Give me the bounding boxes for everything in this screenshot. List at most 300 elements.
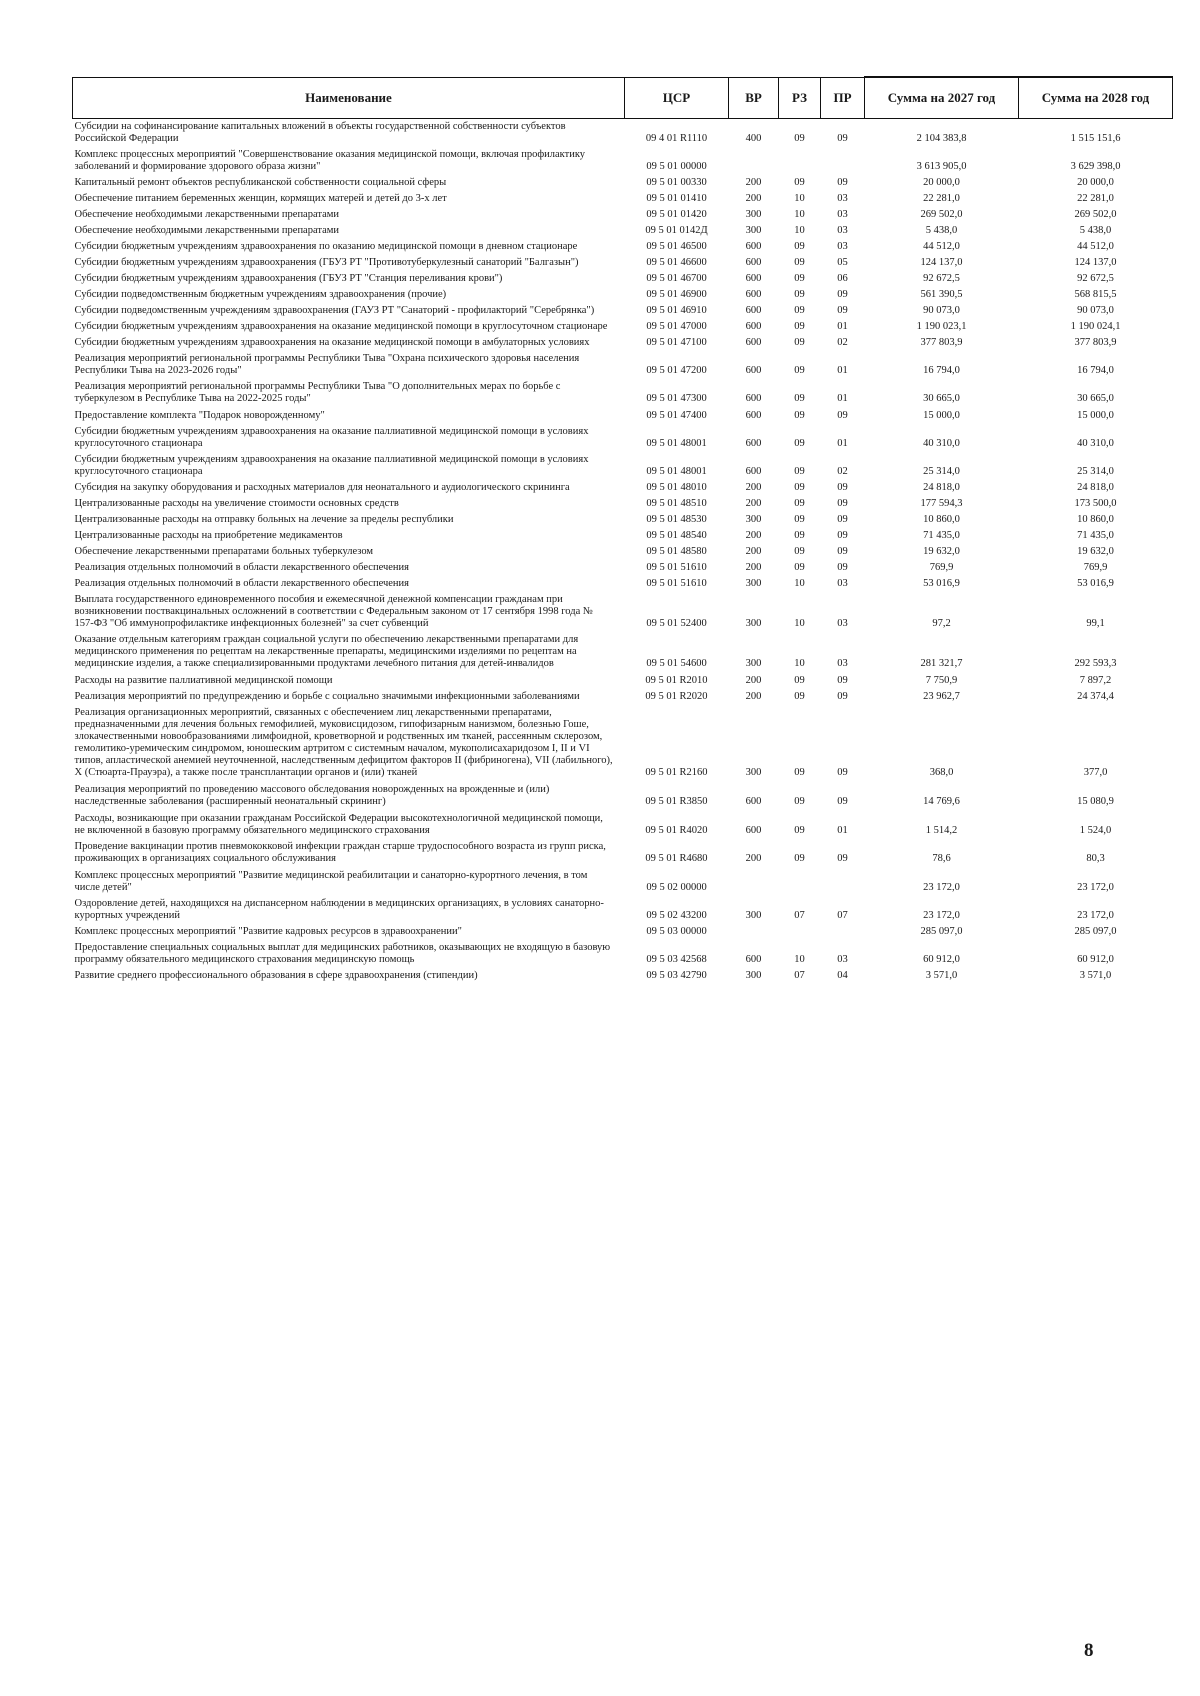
row-vr: 300 xyxy=(745,514,762,525)
row-rz: 09 xyxy=(794,530,805,541)
row-rz: 09 xyxy=(794,546,805,557)
row-csr: 09 5 01 48540 xyxy=(646,530,707,541)
row-vr: 600 xyxy=(745,466,762,477)
row-vr xyxy=(729,924,779,940)
table-row xyxy=(73,303,1173,319)
row-sum-2028: 269 502,0 xyxy=(1074,209,1117,220)
table-row xyxy=(73,924,1173,940)
row-rz: 10 xyxy=(794,193,805,204)
row-csr: 09 5 01 01410 xyxy=(646,193,707,204)
row-sum-2028: 3 629 398,0 xyxy=(1070,161,1121,172)
table-row xyxy=(73,207,1173,223)
row-sum-2028: 377 803,9 xyxy=(1074,337,1117,348)
row-vr: 600 xyxy=(745,321,762,332)
header-pr: ПР xyxy=(821,77,865,119)
row-pr xyxy=(821,924,865,940)
row-sum-2028: 124 137,0 xyxy=(1074,257,1117,268)
row-rz: 10 xyxy=(794,954,805,965)
row-pr: 07 xyxy=(837,910,848,921)
row-pr: 03 xyxy=(837,209,848,220)
table-row xyxy=(73,239,1173,255)
table-row xyxy=(73,452,1173,480)
row-name: Реализация мероприятий региональной программы Республики Тыва "О дополнительных мерах по борьбе с туберкулезом в Республике Тыва на 2022-2025 годы" xyxy=(74,381,561,404)
row-vr: 200 xyxy=(745,546,762,557)
row-pr: 09 xyxy=(837,562,848,573)
table-row xyxy=(73,335,1173,351)
row-pr: 03 xyxy=(837,578,848,589)
row-sum-2027: 90 073,0 xyxy=(923,305,960,316)
table-body xyxy=(73,119,1173,986)
row-pr: 09 xyxy=(837,691,848,702)
row-name: Предоставление специальных социальных выплат для медицинских работников, оказывающих не входящую в базовую программу обязательного медицинского страхования медицинскую помощь xyxy=(74,942,611,965)
row-rz: 09 xyxy=(794,482,805,493)
row-csr: 09 5 01 R2020 xyxy=(645,691,708,702)
row-rz: 09 xyxy=(794,133,805,144)
row-rz: 10 xyxy=(794,578,805,589)
row-name: Расходы, возникающие при оказании гражданам Российской Федерации высокотехнологичной медицинской помощи, не включенной в базовую программу обязательного медицинского страхования xyxy=(74,813,603,836)
table-row xyxy=(73,544,1173,560)
row-sum-2028: 1 515 151,6 xyxy=(1070,133,1121,144)
table-row xyxy=(73,119,1173,148)
row-name: Субсидии бюджетным учреждениям здравоохранения на оказание медицинской помощи в амбулаторных условиях xyxy=(74,337,590,348)
row-vr: 600 xyxy=(745,305,762,316)
row-sum-2028: 99,1 xyxy=(1086,618,1105,629)
table-row xyxy=(73,512,1173,528)
row-sum-2028: 16 794,0 xyxy=(1077,365,1114,376)
row-rz: 09 xyxy=(794,241,805,252)
row-rz: 10 xyxy=(794,225,805,236)
row-sum-2028: 22 281,0 xyxy=(1077,193,1114,204)
row-sum-2027: 124 137,0 xyxy=(920,257,963,268)
row-rz: 10 xyxy=(794,658,805,669)
row-sum-2028: 53 016,9 xyxy=(1077,578,1114,589)
row-vr: 300 xyxy=(745,970,762,981)
row-vr: 200 xyxy=(745,691,762,702)
table-row xyxy=(73,632,1173,673)
table-row xyxy=(73,839,1173,868)
row-rz: 09 xyxy=(794,853,805,864)
row-sum-2028: 15 080,9 xyxy=(1077,796,1114,807)
row-sum-2028: 1 190 024,1 xyxy=(1070,321,1121,332)
header-csr: ЦСР xyxy=(625,77,729,119)
row-csr: 09 5 01 R3850 xyxy=(645,796,708,807)
row-sum-2028: 15 000,0 xyxy=(1077,410,1114,421)
row-vr: 200 xyxy=(745,193,762,204)
row-sum-2028: 173 500,0 xyxy=(1074,498,1117,509)
row-name: Обеспечение необходимыми лекарственными препаратами xyxy=(74,225,339,236)
row-vr: 200 xyxy=(745,562,762,573)
row-sum-2027: 78,6 xyxy=(932,853,951,864)
row-sum-2028: 769,9 xyxy=(1083,562,1108,573)
row-name: Субсидии бюджетным учреждениям здравоохранения на оказание паллиативной медицинской помощи в условиях круглосуточного стационара xyxy=(74,426,589,449)
row-vr: 600 xyxy=(745,438,762,449)
header-name: Наименование xyxy=(73,77,625,119)
row-pr: 03 xyxy=(837,193,848,204)
row-csr: 09 5 01 01420 xyxy=(646,209,707,220)
row-sum-2028: 10 860,0 xyxy=(1077,514,1114,525)
row-rz: 09 xyxy=(794,825,805,836)
row-rz: 09 xyxy=(794,321,805,332)
row-pr: 09 xyxy=(837,530,848,541)
row-vr xyxy=(729,147,779,175)
row-sum-2027: 269 502,0 xyxy=(920,209,963,220)
row-pr: 09 xyxy=(837,305,848,316)
table-row xyxy=(73,480,1173,496)
row-sum-2027: 285 097,0 xyxy=(920,926,963,937)
row-sum-2027: 281 321,7 xyxy=(920,658,963,669)
row-name: Обеспечение питанием беременных женщин, кормящих матерей и детей до 3-х лет xyxy=(74,193,447,204)
row-csr: 09 5 01 47300 xyxy=(646,393,707,404)
row-pr: 09 xyxy=(837,514,848,525)
row-sum-2027: 1 514,2 xyxy=(925,825,958,836)
row-pr: 01 xyxy=(837,825,848,836)
row-sum-2027: 97,2 xyxy=(932,618,951,629)
row-sum-2028: 60 912,0 xyxy=(1077,954,1114,965)
row-name: Субсидии бюджетным учреждениям здравоохранения (ГБУЗ РТ "Станция переливания крови") xyxy=(74,273,503,284)
row-csr: 09 5 01 46700 xyxy=(646,273,707,284)
row-name: Комплекс процессных мероприятий "Совершенствование оказания медицинской помощи, включая профилактику заболеваний и формирование здорового образа жизни" xyxy=(74,149,586,172)
row-name: Реализация отдельных полномочий в области лекарственного обеспечения xyxy=(74,562,409,573)
table-row xyxy=(73,255,1173,271)
row-csr: 09 5 01 46500 xyxy=(646,241,707,252)
row-vr: 300 xyxy=(745,225,762,236)
row-name: Выплата государственного единовременного пособия и ежемесячной денежной компенсации гражданам при возникновении поствакцинальных осложнений в соответствии с Федеральным законом от 17 сентября 1998 года № 157-ФЗ "Об иммунопрофилактике инфекционных болезней" за счет субвенций xyxy=(74,594,593,629)
row-name: Субсидии подведомственным бюджетным учреждениям здравоохранения (прочие) xyxy=(74,289,447,300)
row-sum-2027: 23 962,7 xyxy=(923,691,960,702)
row-name: Субсидии бюджетным учреждениям здравоохранения (ГБУЗ РТ "Противотуберкулезный санаторий "Балгазын") xyxy=(74,257,579,268)
row-pr: 02 xyxy=(837,337,848,348)
row-sum-2027: 23 172,0 xyxy=(923,882,960,893)
row-sum-2028: 568 815,5 xyxy=(1074,289,1117,300)
row-sum-2027: 24 818,0 xyxy=(923,482,960,493)
table-row xyxy=(73,223,1173,239)
row-pr: 06 xyxy=(837,273,848,284)
row-rz: 09 xyxy=(794,305,805,316)
row-vr: 200 xyxy=(745,675,762,686)
row-sum-2027: 53 016,9 xyxy=(923,578,960,589)
row-rz: 09 xyxy=(794,393,805,404)
row-pr: 04 xyxy=(837,970,848,981)
row-name: Капитальный ремонт объектов республиканской собственности социальной сферы xyxy=(74,177,447,188)
row-rz xyxy=(779,868,821,896)
row-sum-2027: 71 435,0 xyxy=(923,530,960,541)
row-vr: 300 xyxy=(745,618,762,629)
row-sum-2027: 30 665,0 xyxy=(923,393,960,404)
row-csr: 09 5 01 47400 xyxy=(646,410,707,421)
row-sum-2027: 25 314,0 xyxy=(923,466,960,477)
row-csr: 09 5 01 51610 xyxy=(646,562,707,573)
row-vr: 600 xyxy=(745,365,762,376)
row-rz: 09 xyxy=(794,257,805,268)
row-rz: 09 xyxy=(794,562,805,573)
row-csr: 09 4 01 R1110 xyxy=(645,133,708,144)
row-vr: 600 xyxy=(745,337,762,348)
row-csr: 09 5 01 48530 xyxy=(646,514,707,525)
row-sum-2027: 5 438,0 xyxy=(925,225,958,236)
row-rz: 09 xyxy=(794,365,805,376)
row-rz: 09 xyxy=(794,337,805,348)
row-sum-2027: 40 310,0 xyxy=(923,438,960,449)
row-name: Реализация отдельных полномочий в области лекарственного обеспечения xyxy=(74,578,409,589)
row-vr: 600 xyxy=(745,273,762,284)
table-row xyxy=(73,147,1173,175)
row-sum-2028: 285 097,0 xyxy=(1074,926,1117,937)
row-sum-2028: 7 897,2 xyxy=(1079,675,1112,686)
table-row xyxy=(73,424,1173,452)
row-rz: 07 xyxy=(794,970,805,981)
row-vr: 200 xyxy=(745,853,762,864)
table-row xyxy=(73,175,1173,191)
row-sum-2028: 25 314,0 xyxy=(1077,466,1114,477)
row-csr: 09 5 01 R4020 xyxy=(645,825,708,836)
row-pr: 01 xyxy=(837,438,848,449)
row-pr: 09 xyxy=(837,498,848,509)
row-sum-2027: 15 000,0 xyxy=(923,410,960,421)
row-sum-2027: 7 750,9 xyxy=(925,675,958,686)
row-rz: 09 xyxy=(794,691,805,702)
row-pr: 09 xyxy=(837,133,848,144)
row-rz xyxy=(779,147,821,175)
row-sum-2027: 10 860,0 xyxy=(923,514,960,525)
row-sum-2028: 1 524,0 xyxy=(1079,825,1112,836)
table-row xyxy=(73,351,1173,379)
row-csr: 09 5 02 00000 xyxy=(646,882,707,893)
row-sum-2027: 377 803,9 xyxy=(920,337,963,348)
row-pr: 09 xyxy=(837,767,848,778)
table-row xyxy=(73,673,1173,689)
row-vr: 600 xyxy=(745,796,762,807)
row-rz: 09 xyxy=(794,514,805,525)
row-csr: 09 5 03 00000 xyxy=(646,926,707,937)
row-vr: 300 xyxy=(745,767,762,778)
row-vr: 600 xyxy=(745,825,762,836)
table-row xyxy=(73,705,1173,782)
row-csr: 09 5 01 46600 xyxy=(646,257,707,268)
row-vr: 300 xyxy=(745,910,762,921)
row-sum-2027: 16 794,0 xyxy=(923,365,960,376)
row-pr: 09 xyxy=(837,546,848,557)
row-pr xyxy=(821,868,865,896)
row-sum-2028: 3 571,0 xyxy=(1079,970,1112,981)
table-row xyxy=(73,287,1173,303)
row-name: Централизованные расходы на приобретение медикаментов xyxy=(74,530,343,541)
row-name: Предоставление комплекта "Подарок новорожденному" xyxy=(74,410,325,421)
row-pr: 03 xyxy=(837,658,848,669)
row-name: Обеспечение необходимыми лекарственными препаратами xyxy=(74,209,339,220)
row-sum-2027: 60 912,0 xyxy=(923,954,960,965)
row-sum-2028: 19 632,0 xyxy=(1077,546,1114,557)
row-csr: 09 5 01 52400 xyxy=(646,618,707,629)
table-row xyxy=(73,560,1173,576)
row-vr: 300 xyxy=(745,658,762,669)
row-csr: 09 5 01 46900 xyxy=(646,289,707,300)
row-vr: 400 xyxy=(745,133,762,144)
row-rz: 09 xyxy=(794,498,805,509)
header-sum-2027: Сумма на 2027 год xyxy=(865,77,1019,119)
row-pr: 09 xyxy=(837,482,848,493)
table-row xyxy=(73,968,1173,985)
row-vr: 600 xyxy=(745,289,762,300)
row-name: Субсидии бюджетным учреждениям здравоохранения на оказание медицинской помощи в круглосуточном стационаре xyxy=(74,321,608,332)
row-sum-2028: 24 818,0 xyxy=(1077,482,1114,493)
row-pr: 05 xyxy=(837,257,848,268)
row-name: Субсидии бюджетным учреждениям здравоохранения на оказание паллиативной медицинской помощи в условиях круглосуточного стационара xyxy=(74,454,589,477)
row-name: Субсидии на софинансирование капитальных вложений в объекты государственной собственности субъектов Российской Федерации xyxy=(74,121,566,144)
row-sum-2028: 40 310,0 xyxy=(1077,438,1114,449)
row-sum-2027: 3 571,0 xyxy=(925,970,958,981)
table-row xyxy=(73,528,1173,544)
row-name: Централизованные расходы на увеличение стоимости основных средств xyxy=(74,498,399,509)
row-rz: 10 xyxy=(794,618,805,629)
row-csr: 09 5 01 47000 xyxy=(646,321,707,332)
row-sum-2028: 24 374,4 xyxy=(1077,691,1114,702)
row-vr: 600 xyxy=(745,954,762,965)
row-csr: 09 5 01 54600 xyxy=(646,658,707,669)
row-sum-2027: 14 769,6 xyxy=(923,796,960,807)
row-sum-2028: 30 665,0 xyxy=(1077,393,1114,404)
row-name: Расходы на развитие паллиативной медицинской помощи xyxy=(74,675,333,686)
budget-table-page xyxy=(72,76,1172,985)
row-csr: 09 5 01 51610 xyxy=(646,578,707,589)
row-sum-2027: 561 390,5 xyxy=(920,289,963,300)
row-sum-2027: 769,9 xyxy=(929,562,954,573)
row-vr: 600 xyxy=(745,410,762,421)
row-sum-2027: 3 613 905,0 xyxy=(916,161,967,172)
table-row xyxy=(73,811,1173,839)
row-csr: 09 5 01 R2160 xyxy=(645,767,708,778)
table-row xyxy=(73,319,1173,335)
row-name: Оздоровление детей, находящихся на диспансерном наблюдении в медицинских организациях, в условиях санаторно-курортных учреждений xyxy=(74,898,604,921)
row-pr: 01 xyxy=(837,321,848,332)
table-row xyxy=(73,896,1173,924)
row-sum-2028: 90 073,0 xyxy=(1077,305,1114,316)
row-name: Проведение вакцинации против пневмококковой инфекции граждан старше трудоспособного возраста из групп риска, проживающих в организациях социального обслуживания xyxy=(74,841,606,864)
row-rz: 09 xyxy=(794,796,805,807)
row-pr: 09 xyxy=(837,410,848,421)
row-rz xyxy=(779,924,821,940)
table-row xyxy=(73,496,1173,512)
row-vr: 300 xyxy=(745,209,762,220)
row-pr: 09 xyxy=(837,675,848,686)
row-name: Оказание отдельным категориям граждан социальной услуги по обеспечению лекарственными препаратами для медицинского применения по рецептам на лекарственные препараты, медицинскими изделиями по рецептам на медицинские изделия, а также специализированными продуктами лечебного питания для детей-инвалидов xyxy=(74,634,579,669)
row-sum-2028: 80,3 xyxy=(1086,853,1105,864)
row-pr: 01 xyxy=(837,365,848,376)
row-rz: 09 xyxy=(794,273,805,284)
row-name: Централизованные расходы на отправку больных на лечение за пределы республики xyxy=(74,514,454,525)
table-row xyxy=(73,689,1173,705)
table-row xyxy=(73,271,1173,287)
row-name: Реализация мероприятий по предупреждению и борьбе с социально значимыми инфекционными заболеваниями xyxy=(74,691,580,702)
row-sum-2027: 368,0 xyxy=(929,767,954,778)
row-vr: 600 xyxy=(745,393,762,404)
row-name: Развитие среднего профессионального образования в сфере здравоохранения (стипендии) xyxy=(74,970,478,981)
row-name: Реализация мероприятий по проведению массового обследования новорожденных на врожденные и (или) наследственные заболевания (расширенный неонатальный скрининг) xyxy=(74,784,550,807)
row-vr: 200 xyxy=(745,530,762,541)
budget-table xyxy=(72,76,1173,985)
row-rz: 09 xyxy=(794,675,805,686)
row-sum-2027: 44 512,0 xyxy=(923,241,960,252)
row-csr: 09 5 01 48001 xyxy=(646,438,707,449)
row-sum-2027: 92 672,5 xyxy=(923,273,960,284)
row-pr: 03 xyxy=(837,618,848,629)
row-name: Комплекс процессных мероприятий "Развитие кадровых ресурсов в здравоохранении" xyxy=(74,926,462,937)
row-vr: 300 xyxy=(745,578,762,589)
table-row xyxy=(73,592,1173,632)
row-csr: 09 5 01 48510 xyxy=(646,498,707,509)
row-csr: 09 5 01 0142Д xyxy=(645,225,708,236)
row-sum-2027: 19 632,0 xyxy=(923,546,960,557)
row-pr: 03 xyxy=(837,954,848,965)
row-rz: 09 xyxy=(794,410,805,421)
row-vr: 600 xyxy=(745,241,762,252)
row-vr: 600 xyxy=(745,257,762,268)
page-number: 8 xyxy=(1084,1640,1094,1661)
row-csr: 09 5 01 48580 xyxy=(646,546,707,557)
row-csr: 09 5 01 48001 xyxy=(646,466,707,477)
row-sum-2027: 22 281,0 xyxy=(923,193,960,204)
row-vr: 200 xyxy=(745,177,762,188)
row-sum-2027: 20 000,0 xyxy=(923,177,960,188)
row-csr: 09 5 01 00330 xyxy=(646,177,707,188)
row-pr xyxy=(821,147,865,175)
row-name: Субсидии бюджетным учреждениям здравоохранения по оказанию медицинской помощи в дневном стационаре xyxy=(74,241,578,252)
row-vr: 200 xyxy=(745,482,762,493)
row-rz: 07 xyxy=(794,910,805,921)
row-pr: 09 xyxy=(837,289,848,300)
row-csr: 09 5 01 R4680 xyxy=(645,853,708,864)
row-name: Комплекс процессных мероприятий "Развитие медицинской реабилитации и санаторно-курортного лечения, в том числе детей" xyxy=(74,870,588,893)
row-rz: 09 xyxy=(794,767,805,778)
row-rz: 10 xyxy=(794,209,805,220)
row-sum-2028: 292 593,3 xyxy=(1074,658,1117,669)
row-sum-2027: 2 104 383,8 xyxy=(916,133,967,144)
row-sum-2028: 5 438,0 xyxy=(1079,225,1112,236)
row-csr: 09 5 01 R2010 xyxy=(645,675,708,686)
row-rz: 09 xyxy=(794,438,805,449)
row-rz: 09 xyxy=(794,466,805,477)
row-sum-2028: 23 172,0 xyxy=(1077,910,1114,921)
row-sum-2028: 92 672,5 xyxy=(1077,273,1114,284)
table-row xyxy=(73,408,1173,424)
row-csr: 09 5 03 42790 xyxy=(646,970,707,981)
row-name: Обеспечение лекарственными препаратами больных туберкулезом xyxy=(74,546,374,557)
row-pr: 09 xyxy=(837,796,848,807)
row-vr xyxy=(729,868,779,896)
row-csr: 09 5 01 48010 xyxy=(646,482,707,493)
row-sum-2027: 1 190 023,1 xyxy=(916,321,967,332)
row-pr: 02 xyxy=(837,466,848,477)
row-sum-2028: 44 512,0 xyxy=(1077,241,1114,252)
row-csr: 09 5 03 42568 xyxy=(646,954,707,965)
table-row xyxy=(73,782,1173,811)
row-csr: 09 5 01 46910 xyxy=(646,305,707,316)
row-sum-2028: 377,0 xyxy=(1083,767,1108,778)
table-row xyxy=(73,379,1173,408)
row-rz: 09 xyxy=(794,289,805,300)
row-sum-2027: 23 172,0 xyxy=(923,910,960,921)
row-csr: 09 5 02 43200 xyxy=(646,910,707,921)
row-sum-2028: 23 172,0 xyxy=(1077,882,1114,893)
table-row xyxy=(73,576,1173,592)
row-sum-2028: 20 000,0 xyxy=(1077,177,1114,188)
row-pr: 01 xyxy=(837,393,848,404)
row-pr: 03 xyxy=(837,225,848,236)
row-pr: 09 xyxy=(837,853,848,864)
header-vr: ВР xyxy=(729,77,779,119)
row-sum-2027: 177 594,3 xyxy=(920,498,963,509)
table-row xyxy=(73,868,1173,896)
table-row xyxy=(73,191,1173,207)
